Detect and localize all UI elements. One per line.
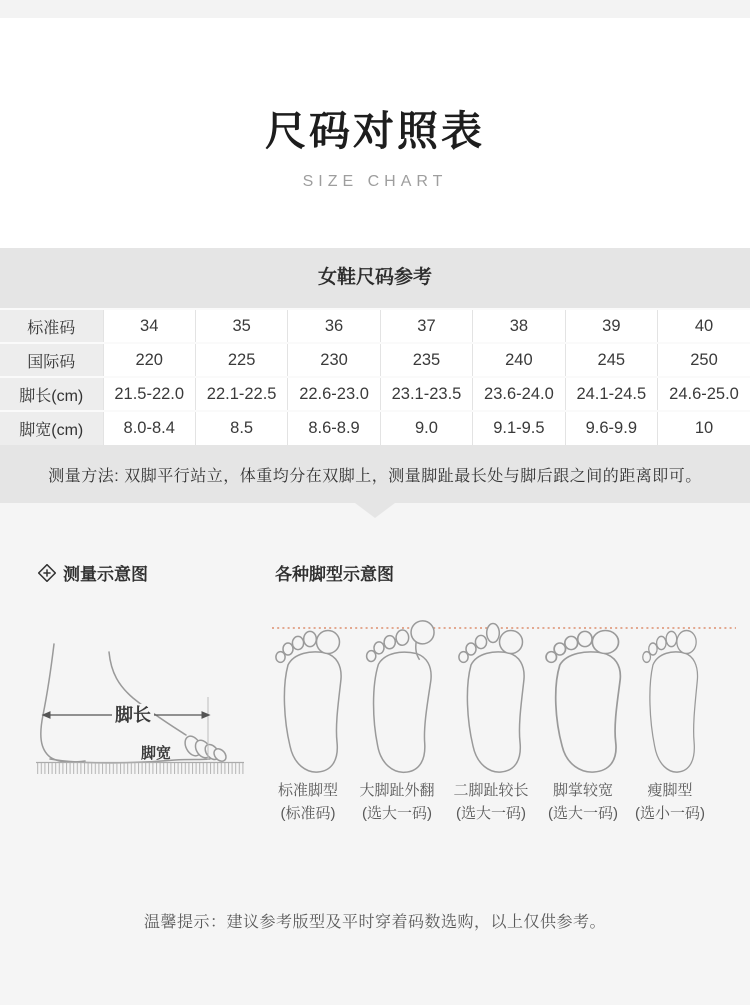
title-section [0, 18, 750, 248]
table-cell: 220 [103, 343, 195, 377]
foot-type-name: 脚掌较宽 [552, 782, 613, 799]
table-cell: 21.5-22.0 [103, 377, 195, 411]
page-title: 尺码对照表 [265, 108, 485, 154]
foot-length-label: 脚长 [115, 705, 151, 725]
table-cell: 23.6-24.0 [473, 377, 565, 411]
table-row [0, 411, 750, 445]
foot-type-advice: (选大一码) [548, 805, 618, 823]
foot-outline-long-second-toe [459, 624, 524, 773]
table-cell: 40 [658, 309, 750, 343]
table-cell: 8.6-8.9 [288, 411, 380, 445]
table-cell: 9.0 [380, 411, 472, 445]
row-label: 国际码 [0, 343, 103, 377]
ruler-ticks [36, 763, 244, 774]
table-cell: 24.6-25.0 [658, 377, 750, 411]
table-cell: 22.6-23.0 [288, 377, 380, 411]
table-cell: 235 [380, 343, 472, 377]
table-cell: 230 [288, 343, 380, 377]
foot-type-advice: (标准码) [280, 805, 336, 823]
table-cell: 250 [658, 343, 750, 377]
row-label: 标准码 [0, 309, 103, 343]
friendly-tip-text: 温馨提示：建议参考版型及平时穿着码数选购，以上仅供参考。 [143, 914, 606, 931]
table-cell: 240 [473, 343, 565, 377]
table-cell: 23.1-23.5 [380, 377, 472, 411]
foot-type-name: 标准脚型 [277, 782, 338, 799]
foot-outline-standard [276, 631, 341, 773]
foot-outline-bigtoe-valgus [363, 619, 435, 773]
table-cell: 10 [658, 411, 750, 445]
table-cell: 24.1-24.5 [565, 377, 657, 411]
table-cell: 9.1-9.5 [473, 411, 565, 445]
top-spacer-bar [0, 0, 750, 18]
foot-type-advice: (选大一码) [362, 805, 432, 823]
foot-outline-wide [546, 631, 620, 773]
table-row [0, 377, 750, 411]
measure-method-bar [0, 445, 750, 503]
foot-side-measure-diagram [30, 609, 250, 779]
table-row [0, 309, 750, 343]
foot-types-title: 各种脚型示意图 [275, 565, 394, 584]
table-cell: 39 [565, 309, 657, 343]
table-row [0, 343, 750, 377]
down-pointer-triangle [355, 503, 395, 518]
size-table-header: 女鞋尺码参考 [0, 248, 750, 308]
foot-types-heading [275, 560, 394, 585]
foot-type-name: 大脚趾外翻 [359, 782, 435, 799]
row-label: 脚长(cm) [0, 377, 103, 411]
diamond-crosshair-icon [38, 564, 56, 582]
table-cell: 38 [473, 309, 565, 343]
table-cell: 35 [195, 309, 287, 343]
size-chart-table [0, 248, 750, 445]
foot-outline-narrow [643, 631, 698, 773]
foot-type-name: 瘦脚型 [647, 782, 693, 799]
foot-type-advice: (选大一码) [456, 805, 526, 823]
page-subtitle: SIZE CHART [302, 173, 448, 190]
table-cell: 9.6-9.9 [565, 411, 657, 445]
measure-method-text: 测量方法: 双脚平行站立，体重均分在双脚上，测量脚趾最长处与脚后跟之间的距离即可。 [48, 467, 702, 485]
measure-diagram-title: 测量示意图 [63, 565, 148, 584]
measure-diagram-heading [38, 560, 148, 585]
foot-type-label [605, 779, 735, 826]
table-cell: 34 [103, 309, 195, 343]
table-cell: 8.5 [195, 411, 287, 445]
table-cell: 37 [380, 309, 472, 343]
table-cell: 22.1-22.5 [195, 377, 287, 411]
foot-width-label: 脚宽 [140, 745, 172, 762]
table-cell: 8.0-8.4 [103, 411, 195, 445]
diagram-section [0, 503, 750, 1005]
foot-type-name: 二脚趾较长 [453, 782, 529, 799]
table-cell: 245 [565, 343, 657, 377]
foot-heel-outline [41, 644, 85, 762]
row-label: 脚宽(cm) [0, 411, 103, 445]
foot-type-advice: (选小一码) [635, 805, 705, 823]
foot-types-diagram [268, 617, 740, 779]
table-cell: 36 [288, 309, 380, 343]
table-cell: 225 [195, 343, 287, 377]
